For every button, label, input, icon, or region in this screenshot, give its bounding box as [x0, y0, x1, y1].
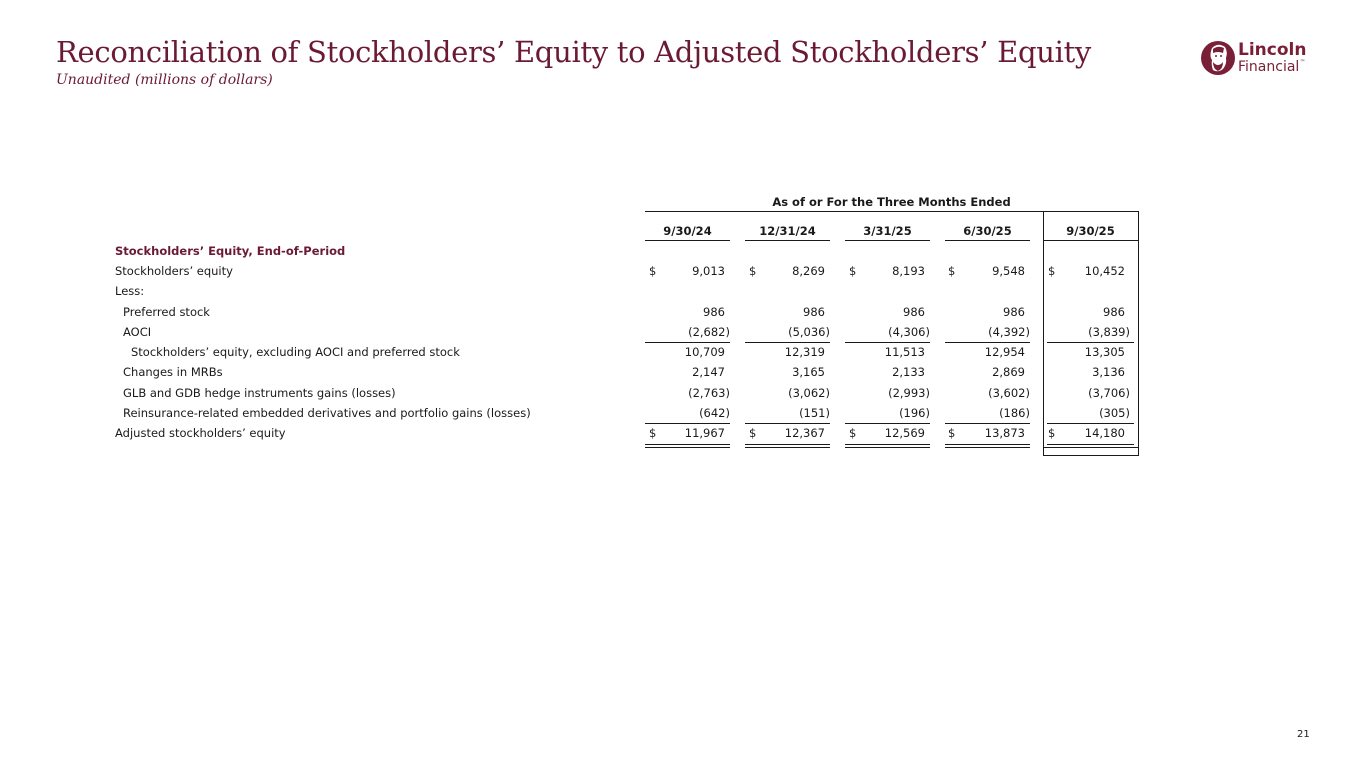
row-label: Preferred stock — [123, 305, 210, 319]
subtotal-rule — [845, 342, 930, 343]
current-column-right-border — [1138, 211, 1139, 456]
column-header-rule-4 — [1043, 240, 1138, 241]
row-label: Stockholders’ equity, excluding AOCI and preferred stock — [131, 345, 460, 359]
table-cell: 11,967 — [684, 426, 725, 440]
group-header: As of or For the Three Months Ended — [772, 195, 1011, 209]
row-label: Adjusted stockholders’ equity — [115, 426, 286, 440]
double-rule-top — [645, 444, 730, 445]
dollar-sign: $ — [1048, 426, 1056, 440]
table-cell: 12,569 — [884, 426, 925, 440]
table-cell: 986 — [903, 305, 925, 319]
logo-word-financial: Financial™ — [1238, 59, 1306, 75]
table-cell: 13,873 — [984, 426, 1025, 440]
table-cell: (4,306) — [888, 325, 930, 339]
total-rule — [845, 423, 930, 424]
table-cell: (196) — [899, 406, 930, 420]
table-cell: 986 — [1103, 305, 1125, 319]
table-cell: 10,709 — [684, 345, 725, 359]
total-rule — [745, 423, 830, 424]
dollar-sign: $ — [749, 426, 757, 440]
table-cell: 8,269 — [792, 264, 825, 278]
row-label: Stockholders’ equity — [115, 264, 233, 278]
double-rule-top — [745, 444, 830, 445]
page-title: Reconciliation of Stockholders’ Equity to Adjusted Stockholders’ Equity — [56, 35, 1092, 69]
table-cell: 986 — [803, 305, 825, 319]
dollar-sign: $ — [1048, 264, 1056, 278]
table-cell: 3,136 — [1092, 365, 1125, 379]
table-cell: 12,367 — [784, 426, 825, 440]
dollar-sign: $ — [749, 264, 757, 278]
column-header-1: 12/31/24 — [759, 224, 816, 238]
table-cell: 2,869 — [992, 365, 1025, 379]
total-rule — [945, 423, 1030, 424]
column-header-rule-1 — [745, 240, 830, 241]
double-rule-top — [1047, 444, 1134, 445]
column-header-4: 9/30/25 — [1066, 224, 1115, 238]
row-label: GLB and GDB hedge instruments gains (losses) — [123, 386, 396, 400]
current-column-bottom-border — [1043, 455, 1139, 456]
dollar-sign: $ — [948, 426, 956, 440]
table-cell: (3,706) — [1088, 386, 1130, 400]
page-number: 21 — [1297, 729, 1310, 740]
table-cell: 9,548 — [992, 264, 1025, 278]
total-rule — [645, 423, 730, 424]
dollar-sign: $ — [649, 264, 657, 278]
subtotal-rule — [945, 342, 1030, 343]
table-cell: 986 — [703, 305, 725, 319]
table-cell: 11,513 — [884, 345, 925, 359]
table-cell: (2,682) — [688, 325, 730, 339]
dollar-sign: $ — [849, 264, 857, 278]
dollar-sign: $ — [649, 426, 657, 440]
table-cell: 8,193 — [892, 264, 925, 278]
table-cell: 12,954 — [984, 345, 1025, 359]
table-cell: (3,062) — [788, 386, 830, 400]
column-header-rule-2 — [845, 240, 930, 241]
table-cell: 10,452 — [1084, 264, 1125, 278]
double-rule-bottom — [945, 447, 1030, 448]
table-cell: (2,993) — [888, 386, 930, 400]
table-cell: 986 — [1003, 305, 1025, 319]
double-rule-bottom — [645, 447, 730, 448]
double-rule-bottom — [1043, 447, 1139, 448]
dollar-sign: $ — [948, 264, 956, 278]
double-rule-top — [845, 444, 930, 445]
double-rule-bottom — [845, 447, 930, 448]
table-cell: 13,305 — [1084, 345, 1125, 359]
row-label: Less: — [115, 284, 145, 298]
table-cell: 12,319 — [784, 345, 825, 359]
table-cell: (4,392) — [988, 325, 1030, 339]
table-cell: (642) — [699, 406, 730, 420]
table-cell: (3,839) — [1088, 325, 1130, 339]
row-label: AOCI — [123, 325, 152, 339]
column-header-0: 9/30/24 — [663, 224, 712, 238]
column-header-rule-0 — [645, 240, 730, 241]
section-heading: Stockholders’ Equity, End-of-Period — [115, 244, 346, 258]
table-cell: 9,013 — [692, 264, 725, 278]
row-label: Reinsurance-related embedded derivatives and portfolio gains (losses) — [123, 406, 531, 420]
row-label: Changes in MRBs — [123, 365, 223, 379]
double-rule-top — [945, 444, 1030, 445]
current-column-left-border — [1043, 211, 1044, 456]
subtotal-rule — [745, 342, 830, 343]
table-cell: 2,147 — [692, 365, 725, 379]
table-cell: 2,133 — [892, 365, 925, 379]
table-cell: 3,165 — [792, 365, 825, 379]
column-header-3: 6/30/25 — [963, 224, 1012, 238]
table-cell: (5,036) — [788, 325, 830, 339]
table-cell: (305) — [1099, 406, 1130, 420]
total-rule — [1047, 423, 1134, 424]
group-header-rule — [645, 211, 1138, 212]
table-cell: (186) — [999, 406, 1030, 420]
double-rule-bottom — [745, 447, 830, 448]
logo-word-lincoln: Lincoln — [1238, 40, 1307, 60]
dollar-sign: $ — [849, 426, 857, 440]
table-cell: 14,180 — [1084, 426, 1125, 440]
subtotal-rule — [1047, 342, 1134, 343]
column-header-2: 3/31/25 — [863, 224, 912, 238]
table-cell: (2,763) — [688, 386, 730, 400]
column-header-rule-3 — [945, 240, 1030, 241]
table-cell: (151) — [799, 406, 830, 420]
table-cell: (3,602) — [988, 386, 1030, 400]
page-subtitle: Unaudited (millions of dollars) — [56, 72, 273, 88]
subtotal-rule — [645, 342, 730, 343]
